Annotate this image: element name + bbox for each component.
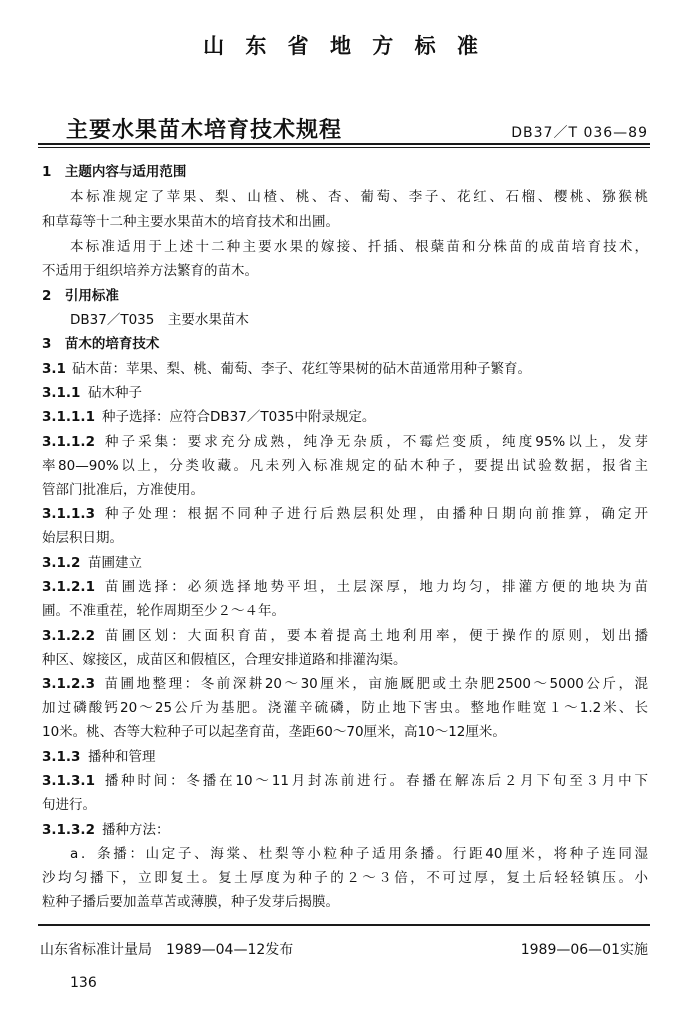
clause-number: 3.1.3 (42, 749, 81, 765)
paragraph-line: 率80—90%以上，分类收藏。凡未列入标准规定的砧木种子，要提出试验数据，报省主 (42, 458, 648, 474)
clause-3-1-3-1 (42, 772, 648, 790)
clause-3-1-1-2 (42, 433, 648, 451)
paragraph-line: 加过磷酸钙20～25公斤为基肥。浇灌辛硫磷，防止地下害虫。整地作畦宽１～1.2米、长 (42, 700, 648, 716)
clause-text: 苗圃选择：必须选择地势平坦，土层深厚，地力均匀，排灌方便的地块为苗 (102, 579, 648, 595)
clause-number: 3.1.1 (42, 385, 81, 401)
clause-3-1-2-3 (42, 675, 648, 693)
clause-text: 砧木种子 (88, 385, 142, 401)
effective-date: 1989—06—01实施 (520, 942, 648, 958)
clause-number: 3.1.2.3 (42, 676, 95, 692)
standard-code: DB37／T 036—89 (511, 125, 648, 141)
clause-3-1-2-1 (42, 578, 648, 596)
clause-text: 苗圃地整理：冬前深耕20～30厘米，亩施厩肥或土杂肥2500～5000公斤，混 (102, 676, 648, 692)
paragraph-line: 本标准规定了苹果、梨、山楂、桃、杏、葡萄、李子、花红、石榴、樱桃、猕猴桃 (70, 189, 648, 205)
section-heading-1: 1 主题内容与适用范围 (42, 164, 187, 180)
clause-3-1-1-3 (42, 505, 648, 523)
clause-number: 3.1.1.2 (42, 434, 95, 450)
clause-number: 3.1.2.2 (42, 628, 95, 644)
clause-number: 3.1 (42, 361, 66, 377)
paragraph-line: 始层积日期。 (42, 530, 123, 546)
referenced-standard: DB37／T035 主要水果苗木 (70, 312, 249, 328)
clause-text: 播种和管理 (88, 749, 156, 765)
section-heading-2: 2 引用标准 (42, 288, 119, 304)
section-heading-3: 3 苗木的培育技术 (42, 336, 160, 352)
header-rule-thin (38, 147, 650, 148)
clause-3-1 (42, 360, 531, 378)
clause-number: 3.1.2 (42, 555, 81, 571)
clause-text: 播种时间：冬播在10～11月封冻前进行。春播在解冻后２月下旬至３月中下 (102, 773, 648, 789)
clause-3-1-1-1 (42, 408, 375, 426)
clause-text: 砧木苗：苹果、梨、桃、葡萄、李子、花红等果树的砧木苗通常用种子繁育。 (72, 361, 531, 377)
paragraph-line: 和草莓等十二种主要水果苗木的培育技术和出圃。 (42, 214, 339, 230)
clause-number: 3.1.2.1 (42, 579, 95, 595)
clause-text: 苗圃区划：大面积育苗，要本着提高土地利用率，便于操作的原则，划出播 (102, 628, 648, 644)
clause-number: 3.1.3.2 (42, 822, 95, 838)
clause-text: 播种方法： (102, 822, 170, 838)
paragraph-line: 10米。桃、杏等大粒种子可以起垄育苗，垄距60～70厘米，高10～12厘米。 (42, 724, 506, 740)
clause-text: 种子处理：根据不同种子进行后熟层积处理，由播种日期向前推算，确定开 (102, 506, 648, 522)
paragraph-line: a．条播：山定子、海棠、杜梨等小粒种子适用条播。行距40厘米，将种子连同湿 (70, 846, 648, 862)
standard-category-header: 山 东 省 地 方 标 准 (203, 34, 485, 58)
clause-number: 3.1.1.3 (42, 506, 95, 522)
issue-info: 山东省标准计量局 1989—04—12发布 (40, 942, 294, 958)
clause-number: 3.1.3.1 (42, 773, 95, 789)
paragraph-line: 沙均匀播下，立即复土。复土厚度为种子的２～３倍，不可过厚，复土后轻轻镇压。小 (42, 870, 648, 886)
paragraph-line: 圃。不准重茬，轮作周期至少２～４年。 (42, 603, 285, 619)
paragraph-line: 粒种子播后要加盖草苫或薄膜，种子发芽后揭膜。 (42, 894, 339, 910)
clause-3-1-3 (42, 748, 156, 766)
clause-3-1-1 (42, 384, 142, 402)
paragraph-line: 管部门批准后，方准使用。 (42, 482, 204, 498)
document-title: 主要水果苗木培育技术规程 (66, 118, 343, 143)
clause-3-1-2-2 (42, 627, 648, 645)
page-number: 136 (70, 975, 97, 991)
clause-3-1-2 (42, 554, 142, 572)
clause-text: 种子选择：应符合DB37／T035中附录规定。 (102, 409, 376, 425)
paragraph-line: 种区、嫁接区，成苗区和假植区，合理安排道路和排灌沟渠。 (42, 652, 407, 668)
clause-3-1-3-2 (42, 821, 170, 839)
paragraph-line: 不适用于组织培养方法繁育的苗木。 (42, 263, 258, 279)
paragraph-line: 旬进行。 (42, 797, 96, 813)
clause-number: 3.1.1.1 (42, 409, 95, 425)
header-rule (38, 143, 650, 145)
clause-text: 苗圃建立 (88, 555, 142, 571)
paragraph-line: 本标准适用于上述十二种主要水果的嫁接、扦插、根蘖苗和分株苗的成苗培育技术， (70, 239, 648, 255)
footer-rule (38, 924, 650, 926)
clause-text: 种子采集：要求充分成熟，纯净无杂质，不霉烂变质，纯度95%以上，发芽 (102, 434, 648, 450)
